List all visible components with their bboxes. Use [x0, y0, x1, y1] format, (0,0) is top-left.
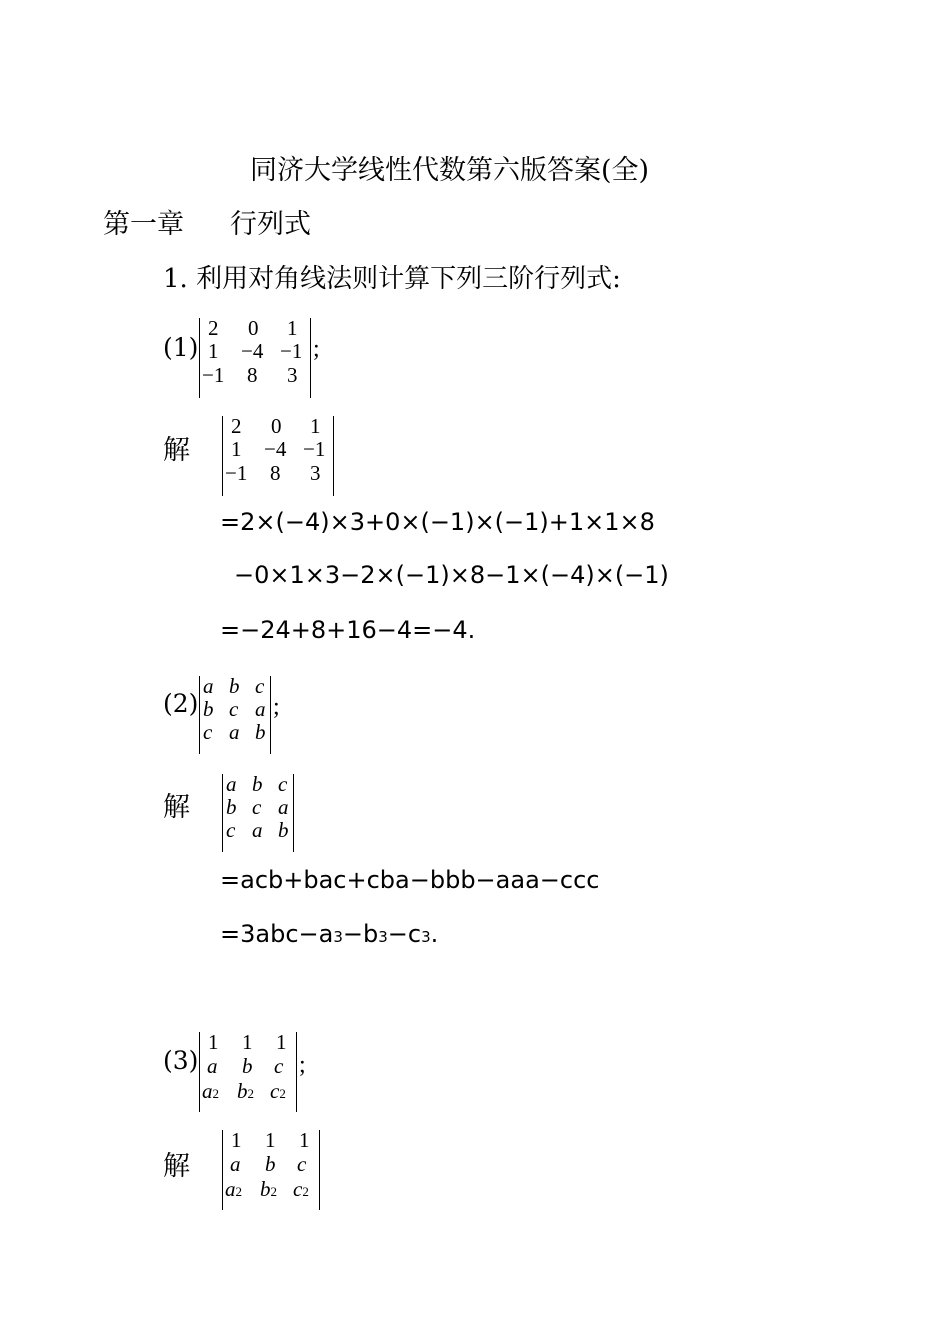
- det-cell: 1: [276, 1030, 287, 1054]
- det-cell: c: [203, 720, 213, 744]
- det-cell: c2: [293, 1177, 309, 1201]
- det-cell: b: [203, 697, 214, 721]
- det-cell: 1: [208, 1030, 219, 1054]
- det-cell: −1: [202, 363, 225, 387]
- part-2-step-1: =acb+bac+cba−bbb−aaa−ccc: [220, 866, 600, 894]
- det-cell: b2: [260, 1177, 277, 1201]
- det-cell: b: [278, 818, 289, 842]
- det-cell: c2: [270, 1079, 286, 1103]
- part-3-determinant: [199, 1032, 297, 1112]
- det-cell: 1: [208, 339, 219, 363]
- det-cell: 8: [247, 363, 258, 387]
- part-2-solution-determinant: [222, 774, 294, 852]
- det-cell: b: [226, 795, 237, 819]
- chapter-heading: [103, 202, 311, 241]
- chapter-number: 第一章: [103, 209, 184, 240]
- problem-statement: 1. 利用对角线法则计算下列三阶行列式:: [163, 264, 621, 294]
- semicolon: ;: [273, 694, 280, 720]
- det-cell: c: [297, 1152, 307, 1176]
- det-cell: 1: [265, 1128, 276, 1152]
- det-cell: b: [242, 1054, 253, 1078]
- det-cell: 3: [287, 363, 298, 387]
- det-cell: 0: [271, 414, 282, 438]
- det-cell: 1: [287, 316, 298, 340]
- det-cell: a: [229, 720, 240, 744]
- det-cell: b: [252, 772, 263, 796]
- det-cell: 2: [231, 414, 242, 438]
- part-1-determinant: [199, 318, 311, 398]
- det-cell: −4: [241, 339, 264, 363]
- det-cell: 0: [248, 316, 259, 340]
- det-cell: c: [274, 1054, 284, 1078]
- det-cell: −1: [280, 339, 303, 363]
- det-cell: c: [252, 795, 262, 819]
- det-cell: 1: [310, 414, 321, 438]
- det-cell: −1: [225, 461, 248, 485]
- part-2-solution-label: 解: [163, 792, 190, 823]
- det-cell: −1: [303, 437, 326, 461]
- part-1-solution-determinant: [222, 416, 334, 496]
- det-cell: c: [278, 772, 288, 796]
- semicolon: ;: [313, 336, 320, 362]
- chapter-name: 行列式: [230, 209, 311, 240]
- det-cell: a2: [225, 1177, 242, 1201]
- det-cell: a: [252, 818, 263, 842]
- det-cell: b: [265, 1152, 276, 1176]
- part-1-solution-label: 解: [163, 435, 190, 466]
- det-cell: a2: [202, 1079, 219, 1103]
- semicolon: ;: [299, 1052, 306, 1078]
- det-cell: a: [226, 772, 237, 796]
- det-cell: b: [229, 674, 240, 698]
- part-2-step-2: =3abc−a3−b3−c3.: [220, 920, 439, 948]
- det-cell: c: [255, 674, 265, 698]
- det-cell: b: [255, 720, 266, 744]
- det-cell: a: [230, 1152, 241, 1176]
- det-cell: 1: [231, 1128, 242, 1152]
- det-cell: a: [278, 795, 289, 819]
- page-title: 同济大学线性代数第六版答案(全): [250, 155, 650, 186]
- det-cell: 2: [208, 316, 219, 340]
- det-cell: a: [203, 674, 214, 698]
- part-2-label: (2): [163, 689, 199, 718]
- part-2-determinant: [199, 676, 271, 754]
- part-1-step-3: =−24+8+16−4=−4.: [220, 616, 476, 644]
- det-cell: a: [255, 697, 266, 721]
- det-cell: a: [207, 1054, 218, 1078]
- det-cell: 1: [242, 1030, 253, 1054]
- part-1-step-1: =2×(−4)×3+0×(−1)×(−1)+1×1×8: [220, 508, 655, 536]
- det-cell: 1: [231, 437, 242, 461]
- part-1-step-2: −0×1×3−2×(−1)×8−1×(−4)×(−1): [234, 561, 669, 589]
- det-cell: b2: [237, 1079, 254, 1103]
- det-cell: −4: [264, 437, 287, 461]
- det-cell: c: [226, 818, 236, 842]
- det-cell: 8: [270, 461, 281, 485]
- part-1-label: (1): [163, 333, 199, 362]
- det-cell: 3: [310, 461, 321, 485]
- part-3-label: (3): [163, 1046, 199, 1075]
- part-3-solution-label: 解: [163, 1151, 190, 1182]
- det-cell: 1: [299, 1128, 310, 1152]
- part-3-solution-determinant: [222, 1130, 320, 1210]
- det-cell: c: [229, 697, 239, 721]
